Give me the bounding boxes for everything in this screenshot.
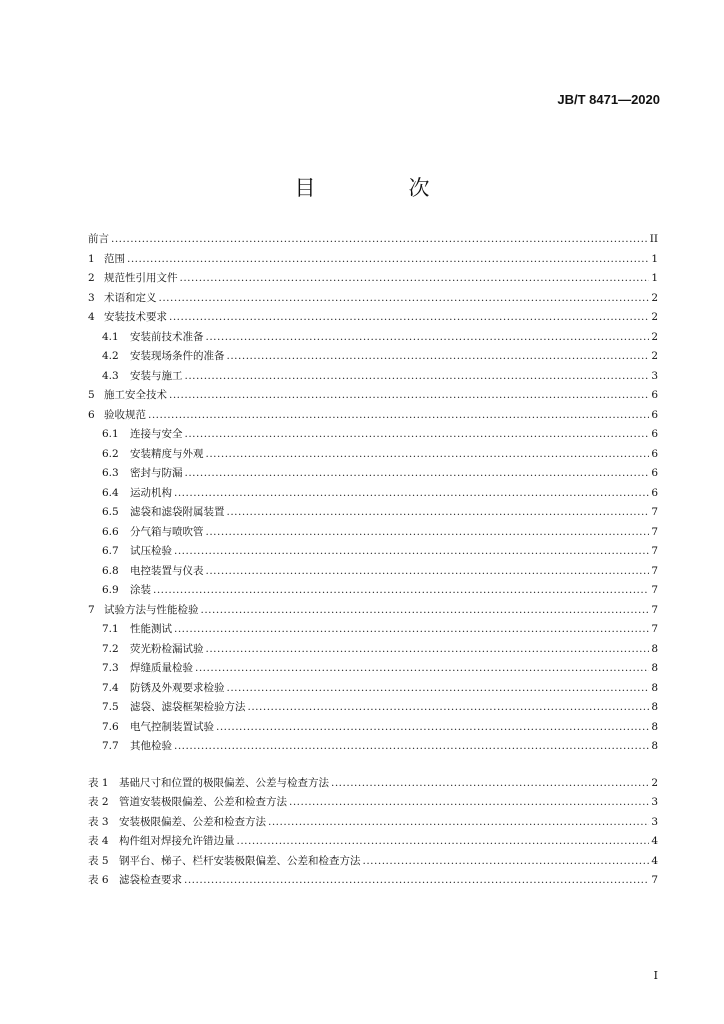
dot-leader: [169, 386, 649, 406]
dot-leader: [174, 620, 649, 640]
toc-entry-number: 6.5: [102, 506, 119, 518]
toc-entry-title: 安装精度与外观: [130, 447, 204, 460]
toc-entry-title: 基础尺寸和位置的极限偏差、公差与检查方法: [119, 776, 329, 789]
toc-entry-title: 密封与防漏: [130, 467, 183, 479]
toc-entry-number: 6.8: [102, 564, 119, 577]
toc-entry-number: 6.4: [102, 486, 119, 499]
toc-entry-page: 7: [651, 623, 658, 635]
toc-entry-page: 2: [651, 291, 658, 304]
toc-entry-page: 3: [651, 815, 658, 828]
toc-entry[interactable]: [88, 386, 658, 406]
toc-entry[interactable]: [88, 774, 658, 794]
toc-entry[interactable]: [88, 679, 658, 699]
dot-leader: [185, 464, 650, 484]
toc-entry-page: II: [649, 233, 658, 245]
dot-leader: [159, 289, 650, 309]
toc-entry-title: 安装前技术准备: [130, 330, 204, 343]
toc-entry[interactable]: [88, 793, 658, 813]
dot-leader: [331, 774, 649, 794]
toc-entry[interactable]: [88, 871, 658, 891]
toc-entry[interactable]: [88, 698, 658, 718]
toc-entry-page: 7: [651, 506, 658, 518]
toc-entry-page: 4: [651, 854, 658, 867]
toc-entry-title: 焊缝质量检验: [130, 662, 193, 674]
toc-entry-number: 7: [88, 603, 95, 616]
toc-entry-page: 8: [651, 740, 658, 752]
toc-entry[interactable]: [88, 542, 658, 562]
toc-entry-title: 试验方法与性能检验: [104, 603, 199, 616]
dot-leader: [127, 250, 649, 270]
toc-entry[interactable]: [88, 230, 658, 250]
toc-entry-number: 表 1: [88, 776, 109, 789]
toc-entry-page: 7: [651, 545, 658, 557]
toc-entry-number: 6.2: [102, 447, 119, 460]
dot-leader: [248, 698, 650, 718]
toc-entry-title: 分气箱与喷吹管: [130, 525, 204, 538]
toc-entry-page: 8: [651, 681, 658, 694]
toc-entry-page: 6: [651, 467, 658, 479]
toc-entry-number: 4: [88, 311, 95, 323]
toc-entry-page: 3: [651, 369, 658, 382]
toc-entry-number: 表 5: [88, 854, 109, 867]
dot-leader: [216, 718, 649, 738]
toc-title: 目 次: [294, 176, 466, 200]
dot-leader: [227, 679, 650, 699]
toc-entry-page: 3: [651, 796, 658, 808]
toc-entry-page: 7: [651, 564, 658, 577]
dot-leader: [185, 367, 650, 387]
toc-entry-number: 7.5: [102, 701, 119, 713]
dot-leader: [268, 813, 649, 833]
toc-entry[interactable]: [88, 718, 658, 738]
toc-entry-number: 4.2: [102, 350, 119, 362]
toc-entry-number: 7.1: [102, 623, 119, 635]
dot-leader: [201, 601, 650, 621]
toc-entry-title: 滤袋、滤袋框架检验方法: [130, 701, 246, 713]
toc-entry[interactable]: [88, 289, 658, 309]
toc-entry[interactable]: [88, 269, 658, 289]
toc-entry-title: 安装现场条件的准备: [130, 350, 225, 362]
toc-gap: [88, 757, 658, 774]
toc-entry[interactable]: [88, 523, 658, 543]
toc-entry[interactable]: [88, 737, 658, 757]
dot-leader: [237, 832, 650, 852]
document-code: JB/T 8471—2020: [557, 92, 660, 107]
toc-entry-number: 表 2: [88, 796, 109, 808]
dot-leader: [206, 562, 650, 582]
dot-leader: [227, 503, 650, 523]
toc-entries: [88, 230, 658, 757]
toc-entry[interactable]: [88, 464, 658, 484]
toc-entry-title: 电控装置与仪表: [130, 564, 204, 577]
toc-entry-number: 6: [88, 408, 95, 421]
toc-entry-title: 防锈及外观要求检验: [130, 681, 225, 694]
toc-entry-title: 试压检验: [130, 545, 172, 557]
toc-entry-page: 6: [651, 447, 658, 460]
dot-leader: [174, 542, 649, 562]
toc-entry[interactable]: [88, 347, 658, 367]
toc-entry-page: 6: [651, 389, 658, 401]
toc-entry-number: 4.1: [102, 330, 119, 343]
toc-entry-page: 2: [651, 776, 658, 789]
dot-leader: [180, 269, 650, 289]
toc-entry-page: 7: [651, 603, 658, 616]
toc-entry-title: 涂装: [130, 584, 151, 596]
toc-entry-number: 表 6: [88, 874, 109, 886]
toc-entry-page: 6: [651, 408, 658, 421]
toc-entry-title: 滤袋检查要求: [119, 874, 182, 886]
dot-leader: [169, 308, 649, 328]
dot-leader: [227, 347, 650, 367]
toc-entry[interactable]: [88, 308, 658, 328]
toc-entry-title: 范围: [104, 252, 125, 265]
toc-entry-number: 表 4: [88, 835, 109, 847]
toc-entry[interactable]: [88, 581, 658, 601]
toc-entry-number: 6.7: [102, 545, 119, 557]
toc-entry-title: 构件组对焊接允许错边量: [119, 835, 235, 847]
toc-entry-number: 7.2: [102, 642, 119, 655]
toc-entry[interactable]: [88, 250, 658, 270]
toc-entry-number: 4.3: [102, 369, 119, 382]
toc-entry-page: 1: [651, 272, 658, 284]
toc-entry-title: 运动机构: [130, 486, 172, 499]
page-number: I: [653, 969, 658, 982]
dot-leader: [206, 640, 650, 660]
toc-entry-title: 电气控制装置试验: [130, 720, 214, 733]
toc-entry[interactable]: [88, 852, 658, 872]
toc-entry[interactable]: [88, 367, 658, 387]
toc-entry-page: 1: [651, 252, 658, 265]
toc-entry-number: 6.3: [102, 467, 119, 479]
toc-entry-title: 施工安全技术: [104, 389, 167, 401]
table-of-contents: [88, 230, 658, 891]
toc-entry-number: 3: [88, 291, 95, 304]
dot-leader: [206, 523, 650, 543]
toc-entry-title: 安装极限偏差、公差和检查方法: [119, 815, 266, 828]
toc-entry-page: 7: [651, 874, 658, 886]
toc-entry-title: 滤袋和滤袋附属装置: [130, 506, 225, 518]
toc-entry-page: 4: [651, 835, 658, 847]
dot-leader: [206, 328, 650, 348]
toc-entry-number: 7.6: [102, 720, 119, 733]
toc-entry[interactable]: [88, 601, 658, 621]
toc-entry-number: 6.9: [102, 584, 119, 596]
toc-entry-page: 6: [651, 486, 658, 499]
toc-entry[interactable]: [88, 406, 658, 426]
table-list: [88, 774, 658, 891]
toc-entry[interactable]: [88, 328, 658, 348]
toc-entry-page: 8: [651, 642, 658, 655]
toc-entry-title: 验收规范: [104, 408, 146, 421]
toc-entry-number: 6.1: [102, 428, 119, 440]
toc-entry-title: 钢平台、梯子、栏杆安装极限偏差、公差和检查方法: [119, 854, 361, 867]
dot-leader: [195, 659, 649, 679]
toc-entry-page: 2: [651, 330, 658, 343]
toc-entry-title: 前言: [88, 233, 109, 245]
toc-entry[interactable]: [88, 620, 658, 640]
dot-leader: [185, 425, 650, 445]
toc-entry-page: 2: [651, 311, 658, 323]
toc-entry-number: 7.4: [102, 681, 119, 694]
dot-leader: [111, 230, 648, 250]
toc-entry-page: 2: [651, 350, 658, 362]
toc-entry-title: 其他检验: [130, 740, 172, 752]
dot-leader: [289, 793, 649, 813]
toc-entry-page: 8: [651, 701, 658, 713]
toc-entry-title: 安装与施工: [130, 369, 183, 382]
dot-leader: [363, 852, 650, 872]
dot-leader: [148, 406, 649, 426]
toc-entry-page: 6: [651, 428, 658, 440]
toc-entry-number: 5: [88, 389, 95, 401]
toc-entry[interactable]: [88, 659, 658, 679]
toc-entry[interactable]: [88, 425, 658, 445]
toc-entry[interactable]: [88, 484, 658, 504]
dot-leader: [184, 871, 649, 891]
dot-leader: [174, 484, 649, 504]
toc-entry[interactable]: [88, 832, 658, 852]
toc-entry-number: 表 3: [88, 815, 109, 828]
toc-entry-title: 安装技术要求: [104, 311, 167, 323]
toc-entry-number: 2: [88, 272, 95, 284]
toc-entry-title: 连接与安全: [130, 428, 183, 440]
dot-leader: [153, 581, 649, 601]
toc-entry-number: 7.3: [102, 662, 119, 674]
toc-entry[interactable]: [88, 640, 658, 660]
toc-entry-title: 规范性引用文件: [104, 272, 178, 284]
toc-entry-number: 1: [88, 252, 95, 265]
toc-entry-page: 7: [651, 525, 658, 538]
toc-entry[interactable]: [88, 503, 658, 523]
dot-leader: [206, 445, 650, 465]
toc-entry-number: 6.6: [102, 525, 119, 538]
toc-entry[interactable]: [88, 813, 658, 833]
toc-entry-page: 8: [651, 720, 658, 733]
toc-entry-page: 7: [651, 584, 658, 596]
toc-entry[interactable]: [88, 445, 658, 465]
toc-entry-title: 管道安装极限偏差、公差和检查方法: [119, 796, 287, 808]
toc-entry[interactable]: [88, 562, 658, 582]
dot-leader: [174, 737, 649, 757]
toc-entry-title: 术语和定义: [104, 291, 157, 304]
toc-entry-title: 性能测试: [130, 623, 172, 635]
toc-entry-number: 7.7: [102, 740, 119, 752]
toc-entry-title: 荧光粉检漏试验: [130, 642, 204, 655]
toc-entry-page: 8: [651, 662, 658, 674]
